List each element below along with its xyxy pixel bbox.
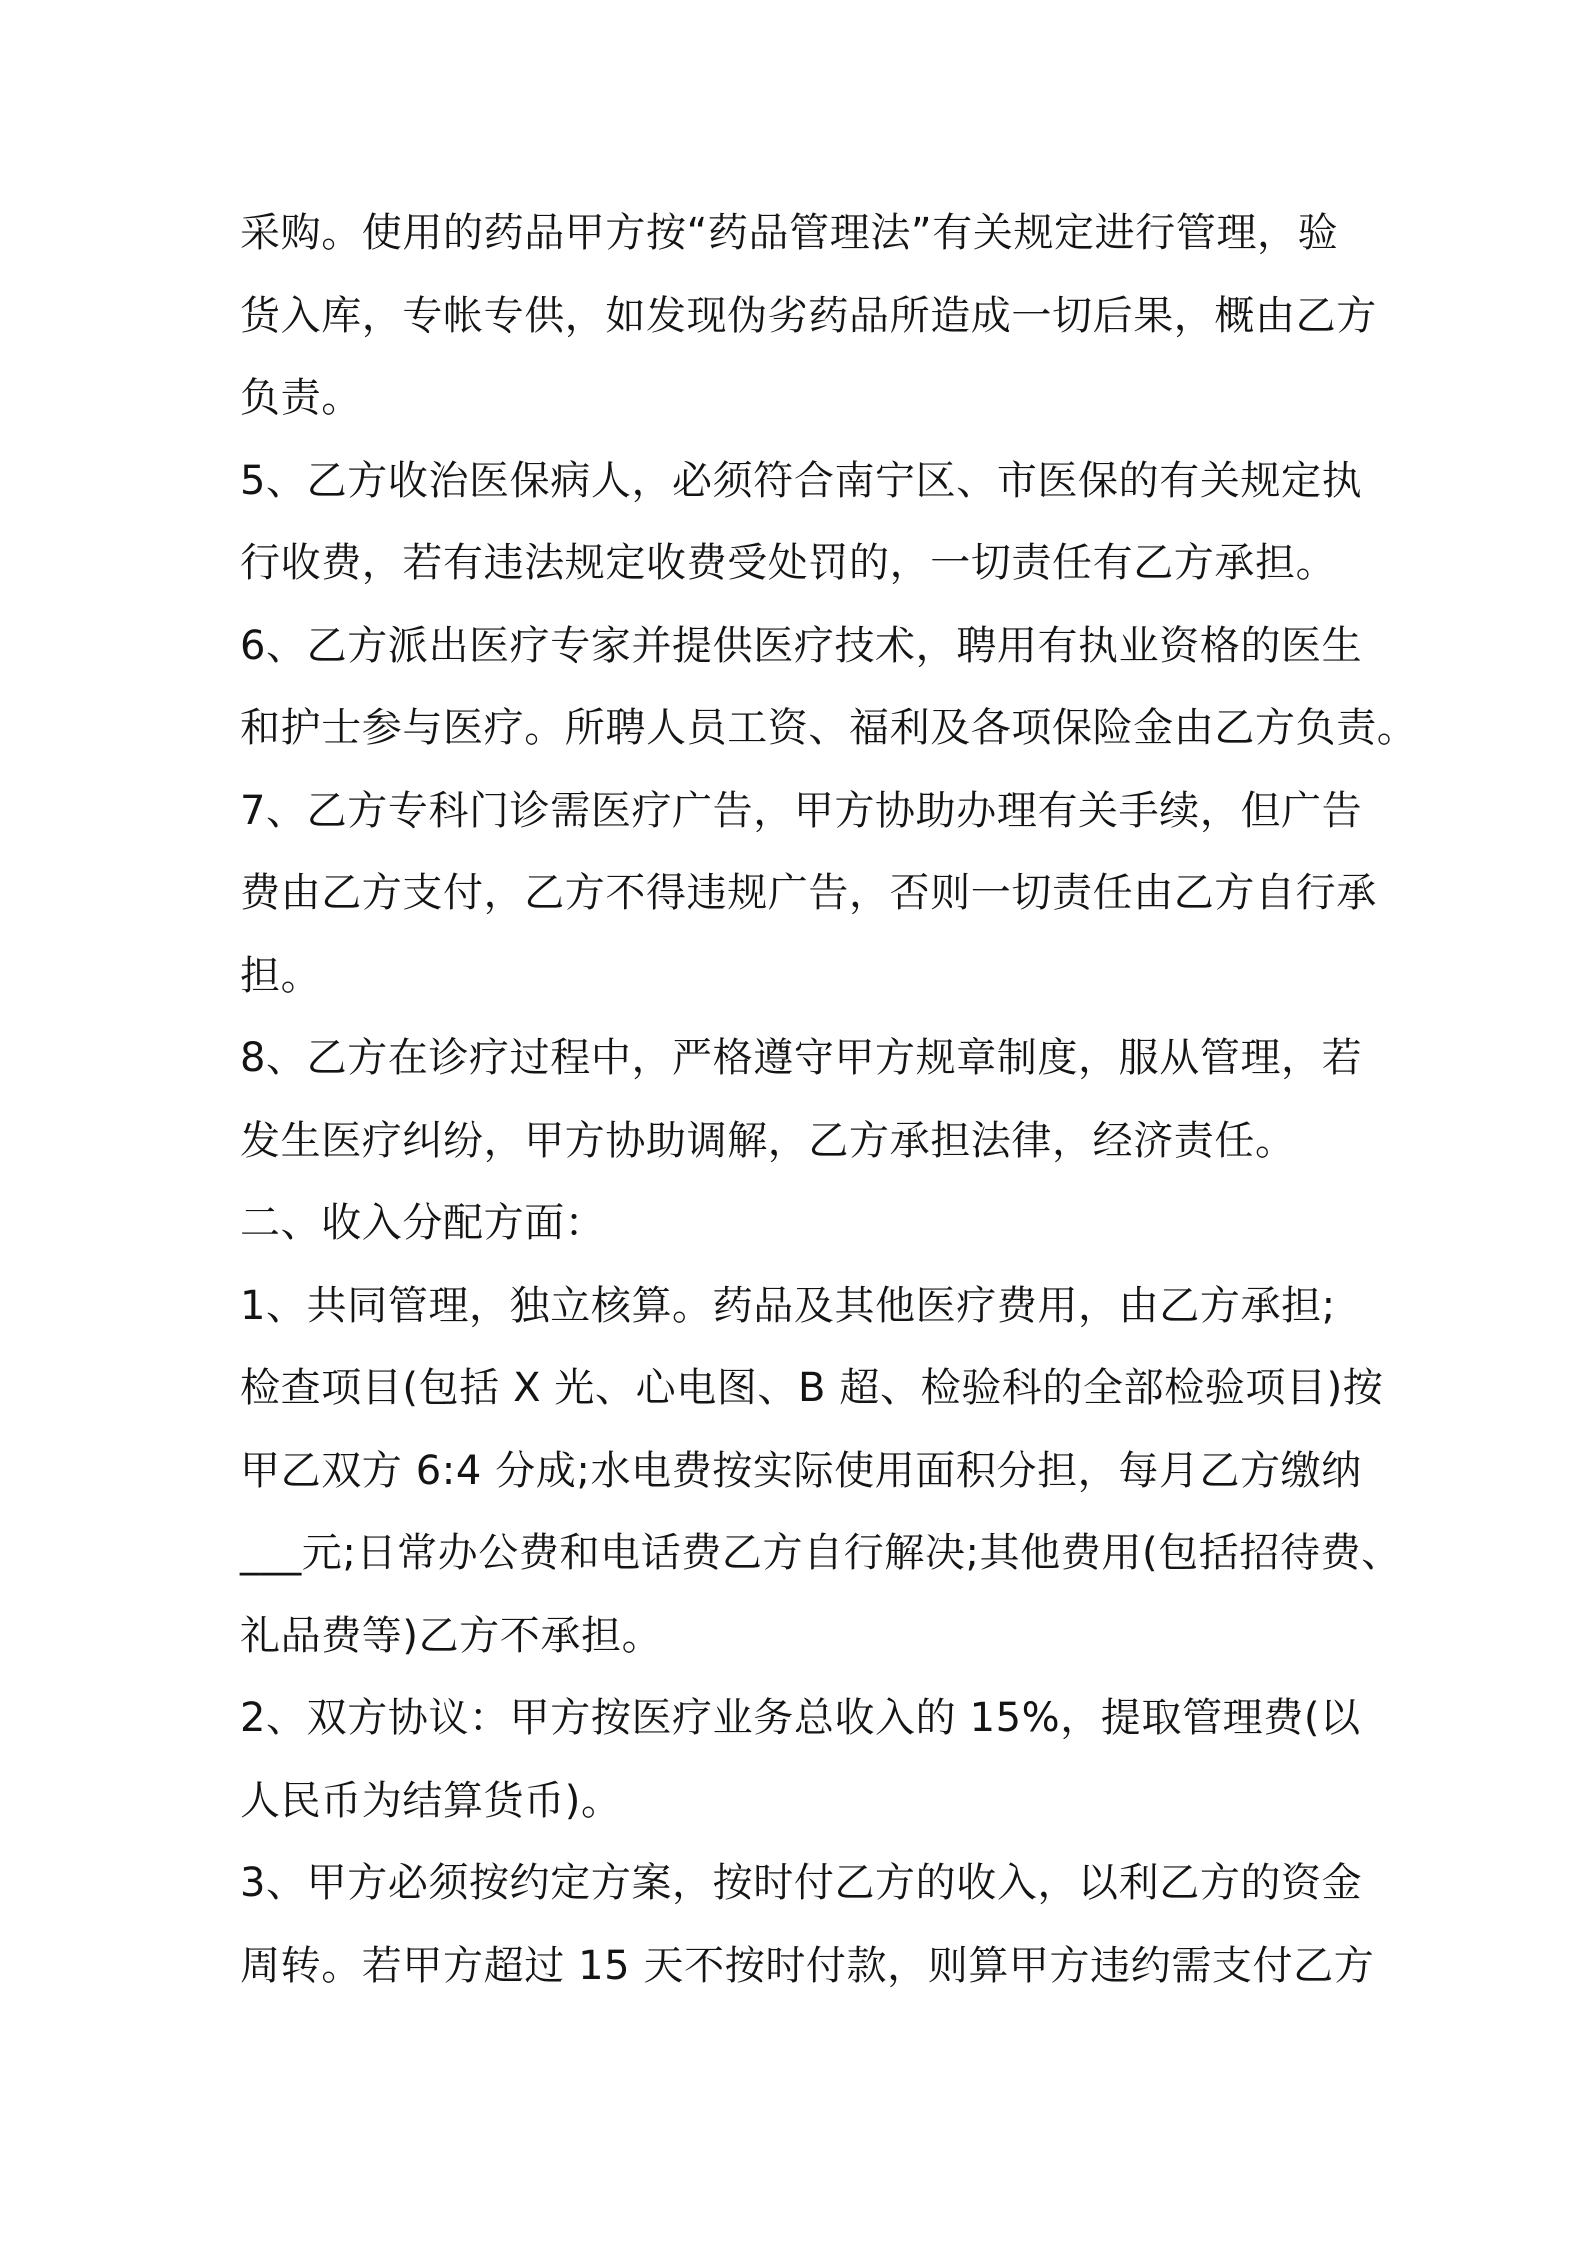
section-heading: 二、收入分配方面： <box>240 1200 606 1246</box>
text-line: 负责。 <box>240 375 362 421</box>
text-line: 甲乙双方 6:4 分成;水电费按实际使用面积分担，每月乙方缴纳 <box>240 1447 1362 1494</box>
text-line: 6、乙方派出医疗专家并提供医疗技术，聘用有执业资格的医生 <box>240 622 1363 669</box>
text-line: 周转。若甲方超过 15 天不按时付款，则算甲方违约需支付乙方 <box>240 1942 1375 1989</box>
text-line: 和护士参与医疗。所聘人员工资、福利及各项保险金由乙方负责。 <box>240 705 1418 751</box>
text-line: 检查项目(包括 X 光、心电图、B 超、检验科的全部检验项目)按 <box>240 1365 1384 1411</box>
text-line: ___元;日常办公费和电话费乙方自行解决;其他费用(包括招待费、 <box>240 1530 1402 1576</box>
text-line: 5、乙方收治医保病人，必须符合南宁区、市医保的有关规定执 <box>240 457 1363 504</box>
text-line: 发生医疗纠纷，甲方协助调解，乙方承担法律，经济责任。 <box>240 1117 1296 1164</box>
text-line: 7、乙方专科门诊需医疗广告，甲方协助办理有关手续，但广告 <box>240 787 1363 834</box>
text-line: 货入库，专帐专供，如发现伪劣药品所造成一切后果，概由乙方 <box>240 292 1377 339</box>
text-line: 行收费，若有违法规定收费受处罚的，一切责任有乙方承担。 <box>240 540 1337 586</box>
text-line: 2、双方协议：甲方按医疗业务总收入的 15%，提取管理费(以 <box>240 1695 1361 1741</box>
text-line: 人民币为结算货币)。 <box>240 1777 622 1824</box>
contract-body <box>240 192 1418 2007</box>
text-line: 1、共同管理，独立核算。药品及其他医疗费用，由乙方承担; <box>240 1282 1336 1329</box>
text-line: 采购。使用的药品甲方按“药品管理法”有关规定进行管理，验 <box>240 210 1339 256</box>
text-line: 费由乙方支付，乙方不得违规广告，否则一切责任由乙方自行承 <box>240 870 1377 916</box>
text-line: 担。 <box>240 952 322 999</box>
text-line: 3、甲方必须按约定方案，按时付乙方的收入，以利乙方的资金 <box>240 1860 1363 1906</box>
text-line: 8、乙方在诊疗过程中，严格遵守甲方规章制度，服从管理，若 <box>240 1035 1363 1081</box>
text-line: 礼品费等)乙方不承担。 <box>240 1612 663 1659</box>
